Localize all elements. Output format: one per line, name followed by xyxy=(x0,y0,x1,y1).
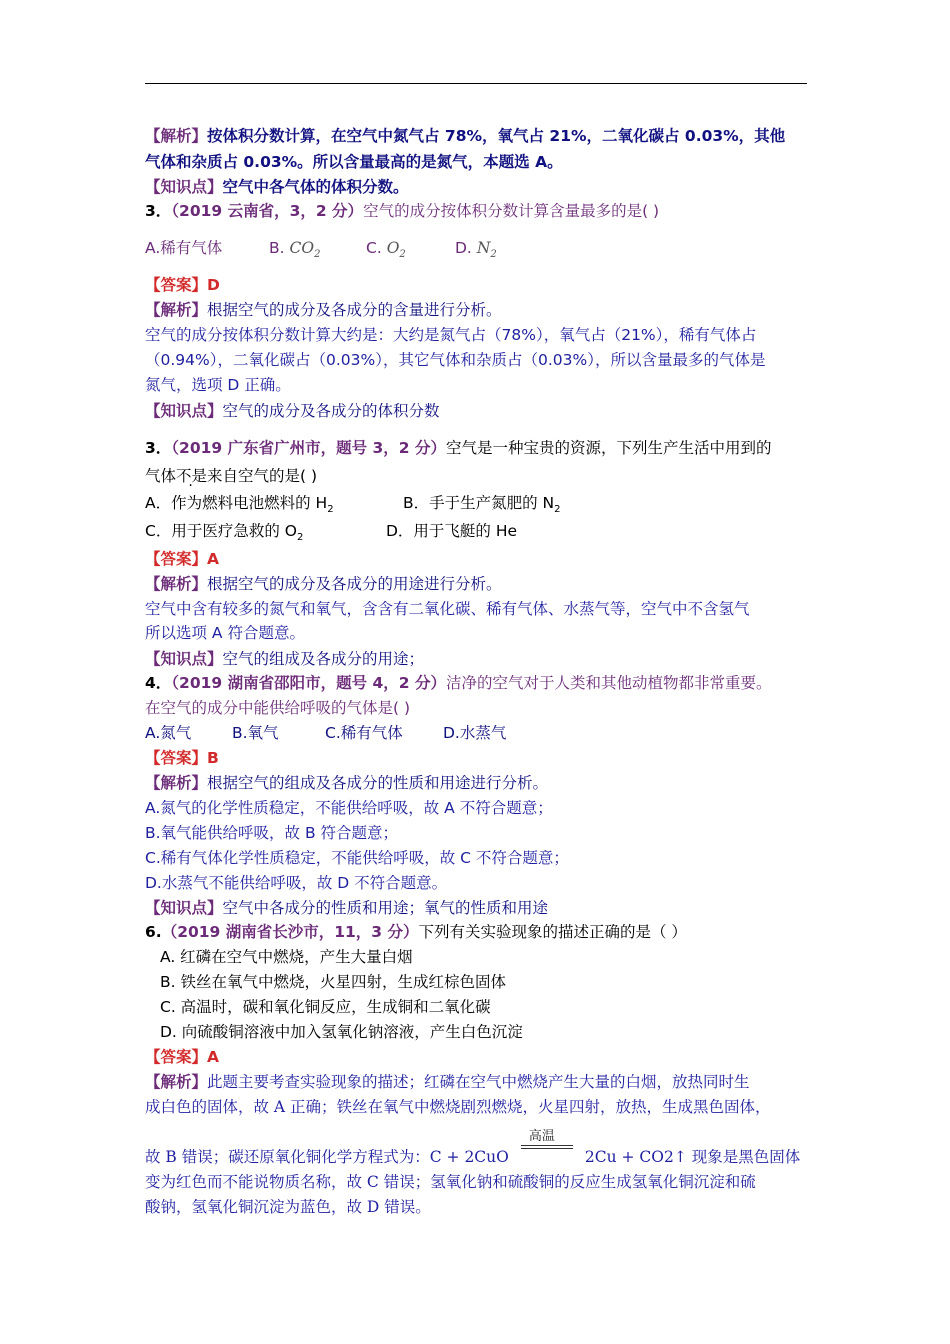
prev-knowledge-point: 【知识点】空气中各气体的体积分数。 xyxy=(145,178,409,196)
q1-options xyxy=(145,237,497,260)
q4-stem: 6.（2019 湖南省长沙市，11，3 分）下列有关实验现象的描述正确的是（ ） xyxy=(145,923,687,941)
q1-option-b: B. $CO_2$ xyxy=(269,239,321,260)
prev-analysis-line2: 气体和杂质占 0.03%。所以含量最高的是氮气，本题选 A。 xyxy=(145,153,563,171)
q1-analysis-line3: 氮气，选项 D 正确。 xyxy=(145,376,291,394)
q4-option-d: D. 向硫酸铜溶液中加入氢氧化钠溶液，产生白色沉淀 xyxy=(160,1023,523,1041)
q4-analysis-line5: 酸钠，氢氧化铜沉淀为蓝色，故 D 错误。 xyxy=(145,1198,431,1216)
q2-option-c: C．用于医疗急救的 $O_2$ xyxy=(145,522,304,543)
q1-analysis-intro: 【解析】根据空气的成分及各成分的含量进行分析。 xyxy=(145,301,502,319)
q3-analysis-c: C.稀有气体化学性质稳定，不能供给呼吸，故 C 不符合题意； xyxy=(145,849,569,867)
q1-analysis-line2: （0.94%），二氧化碳占（0.03%），其它气体和杂质占（0.03%），所以含量最多的气体是 xyxy=(145,351,766,369)
q3-analysis-a: A.氮气的化学性质稳定，不能供给呼吸，故 A 不符合题意； xyxy=(145,799,553,817)
q3-analysis-d: D.水蒸气不能供给呼吸，故 D 不符合题意。 xyxy=(145,874,448,892)
q4-analysis-line3: 故 B 错误；碳还原氧化铜化学方程式为：C + 2CuO 高温 2Cu + CO2↑ 现象是黑色固体 xyxy=(145,1129,801,1166)
q1-answer: 【答案】D xyxy=(145,276,220,294)
q2-answer: 【答案】A xyxy=(145,550,220,568)
reaction-condition: 高温 xyxy=(521,1146,573,1168)
q2-option-b: B．手于生产氮肥的 $N_2$ xyxy=(403,494,561,515)
q1-knowledge-point: 【知识点】空气的成分及各成分的体积分数 xyxy=(145,402,440,420)
q2-stem-line2: 气体不是来自空气的是( ) xyxy=(145,467,318,485)
q3-knowledge-point: 【知识点】空气中各成分的性质和用途；氧气的性质和用途 xyxy=(145,899,549,917)
q1-option-a: A.稀有气体 xyxy=(145,239,223,257)
q2-stem-line1: 3．（2019 广东省广州市，题号 3，2 分）空气是一种宝贵的资源，下列生产生活中用到的 xyxy=(145,439,772,457)
q2-option-a: A．作为燃料电池燃料的 $H_2$ xyxy=(145,494,334,515)
q2-options-row1 xyxy=(145,492,561,521)
q3-option-c: C.稀有气体 xyxy=(325,724,403,742)
q2-option-d: D．用于飞艇的 He xyxy=(386,522,518,540)
emphasis-not: 不是 xyxy=(176,467,208,485)
q2-options-row2 xyxy=(145,520,518,549)
q3-stem-line1: 4．（2019 湖南省邵阳市，题号 4，2 分）洁净的空气对于人类和其他动植物都非常重要。 xyxy=(145,674,772,692)
q2-analysis-intro: 【解析】根据空气的成分及各成分的用途进行分析。 xyxy=(145,575,502,593)
q4-answer: 【答案】A xyxy=(145,1048,220,1066)
q3-stem-line2: 在空气的成分中能供给呼吸的气体是( ) xyxy=(145,699,411,717)
q3-option-b: B.氧气 xyxy=(232,724,279,742)
header-rule xyxy=(145,83,807,84)
q2-analysis-line1: 空气中含有较多的氮气和氧气，含含有二氧化碳、稀有气体、水蒸气等，空气中不含氢气 xyxy=(145,600,750,618)
prev-analysis-line1: 【解析】按体积分数计算，在空气中氮气占 78%，氧气占 21%，二氧化碳占 0.03%，其他 xyxy=(145,127,786,145)
q4-option-b: B. 铁丝在氧气中燃烧，火星四射，生成红棕色固体 xyxy=(160,973,506,991)
q3-analysis-b: B.氧气能供给呼吸，故 B 符合题意； xyxy=(145,824,399,842)
q3-options xyxy=(145,722,507,744)
q1-option-c: C. $O_2$ xyxy=(366,239,406,260)
q4-analysis-line1: 【解析】此题主要考查实验现象的描述；红磷在空气中燃烧产生大量的白烟，放热同时生 xyxy=(145,1073,750,1091)
q2-knowledge-point: 【知识点】空气的组成及各成分的用途； xyxy=(145,650,425,668)
q4-analysis-line2: 成白色的固体，故 A 正确；铁丝在氧气中燃烧剧烈燃烧，火星四射，放热，生成黑色固体， xyxy=(145,1098,771,1116)
q3-answer: 【答案】B xyxy=(145,749,219,767)
q1-stem: 3．（2019 云南省，3，2 分）空气的成分按体积分数计算含量最多的是( ) xyxy=(145,202,660,220)
q3-option-a: A.氮气 xyxy=(145,724,192,742)
q4-analysis-line4: 变为红色而不能说物质名称，故 C 错误；氢氧化钠和硫酸铜的反应生成氢氧化铜沉淀和硫 xyxy=(145,1173,756,1191)
q4-option-c: C. 高温时，碳和氧化铜反应，生成铜和二氧化碳 xyxy=(160,998,491,1016)
q1-analysis-line1: 空气的成分按体积分数计算大约是：大约是氮气占（78%），氧气占（21%），稀有气体占 xyxy=(145,326,757,344)
q2-analysis-line2: 所以选项 A 符合题意。 xyxy=(145,624,305,642)
q4-option-a: A. 红磷在空气中燃烧，产生大量白烟 xyxy=(160,948,413,966)
q1-option-d: D. $N_2$ xyxy=(455,239,497,260)
q3-analysis-intro: 【解析】根据空气的组成及各成分的性质和用途进行分析。 xyxy=(145,774,549,792)
q3-option-d: D.水蒸气 xyxy=(443,724,507,742)
